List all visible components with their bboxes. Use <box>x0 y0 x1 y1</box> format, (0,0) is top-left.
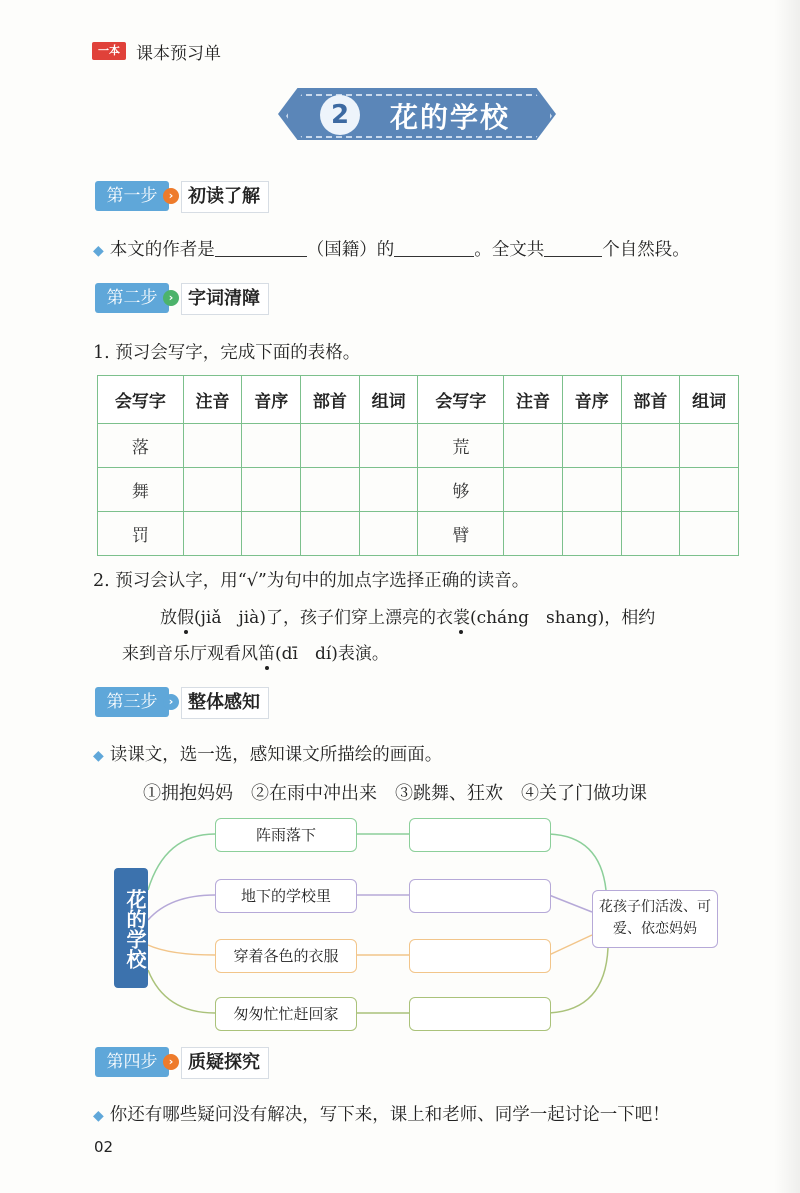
answer-box[interactable] <box>409 879 551 913</box>
table-header: 音序 <box>242 376 301 424</box>
character-cell: 舞 <box>98 468 184 512</box>
answer-box[interactable] <box>409 939 551 973</box>
character-cell: 荒 <box>418 424 504 468</box>
step-tag: 第三步 <box>95 687 169 717</box>
step-1-question: ◆ 本文的作者是 （国籍）的 。全文共 个自然段。 <box>93 240 690 260</box>
table-header: 部首 <box>301 376 360 424</box>
page-number: 02 <box>94 1138 114 1156</box>
dotted-character: 笛 <box>258 644 275 664</box>
step-3-question: ◆ 读课文，选一选，感知课文所描绘的画面。 <box>93 745 443 765</box>
dotted-character: 假 <box>177 608 194 628</box>
step-tag: 第四步 <box>95 1047 169 1077</box>
table-header: 组词 <box>359 376 418 424</box>
option-item: ③跳舞、狂欢 <box>395 783 503 804</box>
table-header: 注音 <box>504 376 563 424</box>
reading-sentence-line-2: 来到音乐厅观看风笛(dī dí)表演。 <box>122 644 389 664</box>
character-cell: 臂 <box>418 512 504 556</box>
mind-map-node: 匆匆忙忙赶回家 <box>215 997 357 1031</box>
table-header: 组词 <box>680 376 739 424</box>
character-cell: 够 <box>418 468 504 512</box>
lesson-number: 2 <box>320 95 360 135</box>
chevron-right-icon: › <box>163 1054 179 1070</box>
step-label: 整体感知 <box>181 687 269 719</box>
section-title: 课本预习单 <box>136 44 221 64</box>
mind-map-node: 地下的学校里 <box>215 879 357 913</box>
diamond-bullet-icon: ◆ <box>93 1108 104 1124</box>
question-2: 2. 预习会认字，用“√”为句中的加点字选择正确的读音。 <box>93 571 530 591</box>
diamond-bullet-icon: ◆ <box>93 243 104 259</box>
step-label: 质疑探究 <box>181 1047 269 1079</box>
lesson-title: 花的学校 <box>390 101 511 134</box>
character-cell: 落 <box>98 424 184 468</box>
table-header: 注音 <box>183 376 242 424</box>
dotted-character: 裳 <box>452 608 470 628</box>
chevron-right-icon: › <box>163 290 179 306</box>
chevron-right-icon: › <box>163 188 179 204</box>
question-1: 1. 预习会写字，完成下面的表格。 <box>93 343 361 363</box>
table-header: 会写字 <box>98 376 184 424</box>
step-tag: 第二步 <box>95 283 169 313</box>
diamond-bullet-icon: ◆ <box>93 748 104 764</box>
reading-sentence-line-1: 放假(jiǎ jià)了，孩子们穿上漂亮的衣裳(cháng shang)，相约 <box>160 608 656 628</box>
step-label: 初读了解 <box>181 181 269 213</box>
character-cell: 罚 <box>98 512 184 556</box>
option-item: ②在雨中冲出来 <box>251 783 377 804</box>
answer-box[interactable] <box>409 997 551 1031</box>
chevron-right-icon: › <box>163 694 179 710</box>
step-tag: 第一步 <box>95 181 169 211</box>
table-header: 会写字 <box>418 376 504 424</box>
mind-map-node: 阵雨落下 <box>215 818 357 852</box>
mind-map-root: 花的学校 <box>114 868 148 988</box>
mind-map-summary: 花孩子们活泼、可爱、依恋妈妈 <box>592 890 718 948</box>
mind-map-node: 穿着各色的衣服 <box>215 939 357 973</box>
step-label: 字词清障 <box>181 283 269 315</box>
option-item: ④关了门做功课 <box>521 783 647 804</box>
table-header: 音序 <box>562 376 621 424</box>
answer-box[interactable] <box>409 818 551 852</box>
brand-logo: 一本 <box>92 42 126 60</box>
table-header: 部首 <box>621 376 680 424</box>
step-4-question: ◆ 你还有哪些疑问没有解决，写下来，课上和老师、同学一起讨论一下吧！ <box>93 1105 670 1125</box>
option-item: ①拥抱妈妈 <box>143 783 233 804</box>
